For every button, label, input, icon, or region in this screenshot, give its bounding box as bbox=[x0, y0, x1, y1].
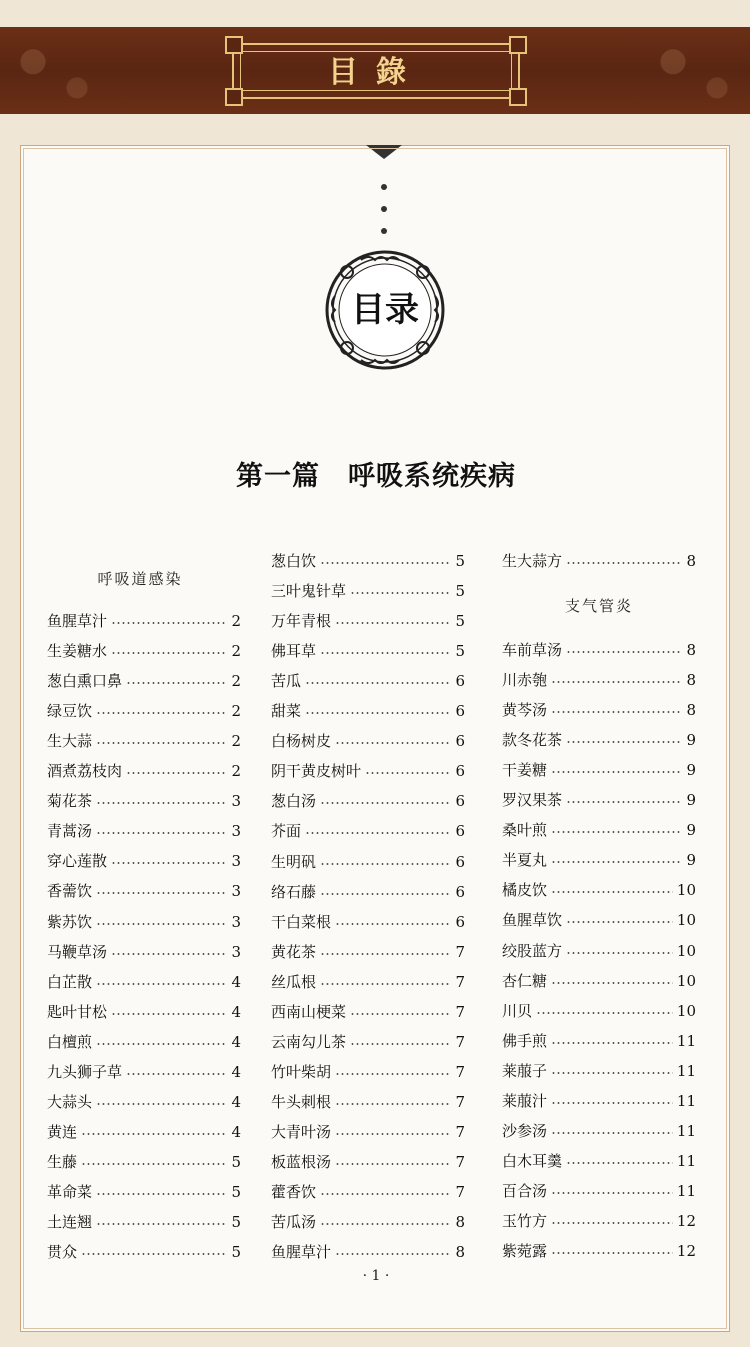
toc-entry-title: 杏仁糖 bbox=[502, 971, 548, 990]
toc-entry bbox=[502, 1150, 696, 1172]
toc-entry bbox=[502, 1180, 696, 1202]
dot-leader bbox=[566, 921, 673, 923]
toc-entry-page: 6 bbox=[455, 702, 465, 721]
toc-entry-page: 4 bbox=[231, 1032, 241, 1051]
toc-entry bbox=[502, 819, 696, 841]
toc-entry-page: 10 bbox=[676, 971, 696, 990]
toc-entry bbox=[47, 1031, 241, 1053]
toc-entry-title: 革命菜 bbox=[47, 1182, 93, 1201]
toc-entry-title: 绿豆饮 bbox=[47, 702, 93, 721]
dot-leader bbox=[551, 861, 680, 863]
toc-entry-page: 10 bbox=[676, 941, 696, 960]
toc-entry-title: 白杨树皮 bbox=[271, 732, 332, 751]
dot-leader bbox=[111, 652, 225, 654]
toc-entry-title: 罗汉果茶 bbox=[502, 791, 563, 810]
seal-title: 目录 bbox=[351, 290, 419, 330]
toc-entry-page: 6 bbox=[455, 882, 465, 901]
dot-leader bbox=[111, 622, 225, 624]
toc-entry-title: 九头狮子草 bbox=[47, 1062, 123, 1081]
toc-entry-page: 6 bbox=[455, 912, 465, 931]
toc-entry bbox=[47, 1091, 241, 1113]
toc-entry-title: 车前草汤 bbox=[502, 641, 563, 659]
toc-entry-title: 生大蒜方 bbox=[502, 552, 563, 570]
toc-entry-title: 葱白汤 bbox=[271, 792, 317, 811]
toc-entry bbox=[271, 1091, 465, 1113]
toc-entry-title: 鱼腥草汁 bbox=[47, 612, 108, 630]
toc-entry-title: 匙叶甘松 bbox=[47, 1002, 108, 1021]
toc-entry-page: 5 bbox=[455, 612, 465, 631]
dot-leader bbox=[320, 562, 449, 564]
toc-entry bbox=[47, 640, 241, 662]
toc-entry-title: 甜菜 bbox=[271, 702, 302, 721]
dot-leader bbox=[96, 712, 225, 714]
toc-entry-title: 香薷饮 bbox=[47, 882, 93, 901]
dot-leader bbox=[350, 1013, 449, 1015]
toc-entry bbox=[271, 1181, 465, 1203]
dot-leader bbox=[551, 891, 673, 893]
toc-entry-title: 络石藤 bbox=[271, 882, 317, 901]
banner-title: 目錄 bbox=[328, 55, 424, 90]
toc-entry bbox=[271, 1211, 465, 1233]
dot-leader bbox=[111, 862, 225, 864]
dot-leader bbox=[81, 1253, 225, 1255]
toc-entry-title: 生明矾 bbox=[271, 852, 317, 871]
dot-leader bbox=[320, 893, 449, 895]
dot-leader bbox=[551, 681, 680, 683]
toc-entry bbox=[47, 941, 241, 963]
toc-entry-title: 百合汤 bbox=[502, 1181, 548, 1200]
toc-entry bbox=[47, 760, 241, 782]
toc-entry-page: 7 bbox=[455, 942, 465, 961]
header-banner bbox=[0, 27, 750, 114]
toc-entry-title: 酒煮荔枝肉 bbox=[47, 762, 123, 781]
toc-entry bbox=[271, 610, 465, 632]
dot-leader bbox=[305, 832, 449, 834]
toc-entry-title: 干白菜根 bbox=[271, 912, 332, 931]
dot-icon bbox=[381, 228, 387, 234]
toc-entry bbox=[47, 820, 241, 842]
toc-entry-title: 大青叶汤 bbox=[271, 1122, 332, 1141]
toc-entry-page: 9 bbox=[686, 731, 696, 750]
toc-entry-page: 2 bbox=[231, 672, 241, 691]
toc-entry-title: 葱白饮 bbox=[271, 552, 317, 570]
toc-entry-page: 2 bbox=[231, 702, 241, 721]
toc-entry bbox=[271, 580, 465, 602]
toc-entry bbox=[47, 880, 241, 902]
toc-entry-page: 11 bbox=[676, 1031, 696, 1050]
toc-entry-title: 白木耳羹 bbox=[502, 1151, 563, 1170]
toc-entry-title: 牛头刺根 bbox=[271, 1092, 332, 1111]
dot-leader bbox=[320, 1223, 449, 1225]
toc-entry bbox=[502, 849, 696, 871]
dot-leader bbox=[551, 831, 680, 833]
dot-leader bbox=[96, 1223, 225, 1225]
toc-entry bbox=[502, 669, 696, 691]
toc-entry bbox=[502, 699, 696, 721]
toc-entry-page: 3 bbox=[231, 852, 241, 871]
toc-entry bbox=[502, 909, 696, 931]
toc-entry-page: 8 bbox=[686, 552, 696, 570]
toc-entry bbox=[502, 1240, 696, 1262]
toc-entry bbox=[502, 940, 696, 962]
toc-entry bbox=[271, 1001, 465, 1023]
dot-leader bbox=[566, 952, 673, 954]
toc-entry bbox=[271, 790, 465, 812]
toc-entry-title: 紫苏饮 bbox=[47, 912, 93, 931]
dot-leader bbox=[96, 983, 225, 985]
dot-leader bbox=[305, 682, 449, 684]
toc-entry-title: 黄花茶 bbox=[271, 942, 317, 961]
toc-entry-title: 黄连 bbox=[47, 1122, 78, 1141]
toc-entry-title: 芥面 bbox=[271, 822, 302, 841]
toc-entry bbox=[271, 550, 465, 572]
toc-entry-page: 4 bbox=[231, 1002, 241, 1021]
toc-entry-title: 板蓝根汤 bbox=[271, 1153, 332, 1171]
toc-entry-page: 9 bbox=[686, 821, 696, 840]
toc-entry bbox=[271, 700, 465, 722]
dot-leader bbox=[96, 832, 225, 834]
toc-entry-page: 11 bbox=[676, 1121, 696, 1140]
dot-leader bbox=[111, 953, 225, 955]
toc-entry-title: 菊花茶 bbox=[47, 792, 93, 811]
toc-entry bbox=[47, 1001, 241, 1023]
book-page bbox=[20, 145, 730, 1332]
toc-entry-page: 7 bbox=[455, 1153, 465, 1171]
dot-leader bbox=[96, 892, 225, 894]
toc-entry-page: 2 bbox=[231, 642, 241, 661]
toc-entry-page: 5 bbox=[231, 1152, 241, 1171]
dot-leader bbox=[365, 772, 449, 774]
toc-entry bbox=[47, 610, 241, 632]
toc-entry-page: 7 bbox=[455, 1062, 465, 1081]
dot-leader bbox=[96, 1193, 225, 1195]
dot-leader bbox=[335, 1253, 449, 1255]
toc-entry-title: 白檀煎 bbox=[47, 1032, 93, 1051]
toc-entry bbox=[271, 1241, 465, 1263]
dot-leader bbox=[536, 1012, 673, 1014]
dot-leader bbox=[320, 1193, 449, 1195]
dot-leader bbox=[551, 1192, 673, 1194]
toc-entry-title: 阴干黄皮树叶 bbox=[271, 762, 362, 781]
toc-entry-title: 藿香饮 bbox=[271, 1183, 317, 1202]
toc-entry bbox=[47, 670, 241, 692]
toc-entry-page: 2 bbox=[231, 762, 241, 781]
toc-entry-page: 10 bbox=[676, 911, 696, 930]
toc-entry-page: 2 bbox=[231, 612, 241, 630]
toc-entry-title: 马鞭草汤 bbox=[47, 942, 108, 961]
dot-leader bbox=[96, 923, 225, 925]
toc-entry-page: 12 bbox=[676, 1242, 696, 1260]
toc-entry-page: 10 bbox=[676, 1001, 696, 1020]
toc-entry bbox=[271, 760, 465, 782]
toc-entry-title: 竹叶柴胡 bbox=[271, 1062, 332, 1081]
toc-entry-page: 5 bbox=[231, 1243, 241, 1262]
dot-leader bbox=[551, 711, 680, 713]
toc-entry bbox=[502, 970, 696, 992]
dot-leader bbox=[305, 712, 449, 714]
toc-entry-page: 7 bbox=[455, 1092, 465, 1111]
dot-leader bbox=[96, 802, 225, 804]
toc-entry bbox=[271, 971, 465, 993]
toc-entry bbox=[47, 971, 241, 993]
toc-entry-title: 三叶鬼针草 bbox=[271, 582, 347, 601]
toc-entry-page: 5 bbox=[455, 642, 465, 661]
toc-entry-title: 穿心莲散 bbox=[47, 852, 108, 871]
toc-entry-page: 6 bbox=[455, 822, 465, 841]
toc-entry bbox=[502, 1210, 696, 1232]
toc-entry bbox=[271, 941, 465, 963]
dot-leader bbox=[81, 1133, 225, 1135]
dot-leader bbox=[320, 953, 449, 955]
dot-leader bbox=[350, 1043, 449, 1045]
dot-leader bbox=[551, 1222, 673, 1224]
section-heading: 呼吸道感染 bbox=[97, 570, 183, 588]
dot-leader bbox=[320, 652, 449, 654]
toc-entry-page: 8 bbox=[686, 701, 696, 720]
toc-entry-page: 8 bbox=[455, 1213, 465, 1232]
toc-entry-page: 6 bbox=[455, 762, 465, 781]
section-heading: 支气管炎 bbox=[564, 597, 633, 615]
toc-entry-page: 5 bbox=[231, 1182, 241, 1201]
dot-leader bbox=[96, 1103, 225, 1105]
toc-entry-page: 9 bbox=[686, 851, 696, 870]
toc-entry bbox=[47, 730, 241, 752]
dot-leader bbox=[126, 682, 225, 684]
toc-entry-page: 7 bbox=[455, 1002, 465, 1021]
toc-entry bbox=[502, 639, 696, 661]
toc-entry-title: 莱菔子 bbox=[502, 1061, 548, 1080]
toc-entry-title: 绞股蓝方 bbox=[502, 941, 563, 960]
toc-entry bbox=[47, 1151, 241, 1173]
dot-leader bbox=[350, 592, 449, 594]
toc-entry bbox=[271, 1031, 465, 1053]
toc-entry-page: 3 bbox=[231, 792, 241, 811]
toc-entry-title: 贯众 bbox=[47, 1243, 78, 1262]
toc-entry bbox=[502, 1060, 696, 1082]
toc-entry-title: 桑叶煎 bbox=[502, 821, 548, 840]
triangle-notch-icon bbox=[366, 145, 402, 159]
toc-entry-page: 7 bbox=[455, 1032, 465, 1051]
toc-entry-page: 5 bbox=[231, 1213, 241, 1231]
toc-entry-page: 4 bbox=[231, 1122, 241, 1141]
toc-entry-page: 11 bbox=[676, 1061, 696, 1080]
banner-title-frame bbox=[232, 43, 520, 99]
toc-entry bbox=[502, 1030, 696, 1052]
dot-leader bbox=[335, 1103, 449, 1105]
toc-entry-page: 5 bbox=[455, 552, 465, 570]
toc-entry-title: 紫菀露 bbox=[502, 1242, 548, 1260]
toc-entry-page: 11 bbox=[676, 1091, 696, 1110]
toc-entry-title: 土连翘 bbox=[47, 1213, 93, 1231]
toc-entry bbox=[502, 1090, 696, 1112]
toc-entry-title: 鱼腥草汁 bbox=[271, 1243, 332, 1262]
toc-entry bbox=[502, 759, 696, 781]
toc-entry-title: 葱白熏口鼻 bbox=[47, 672, 123, 691]
toc-entry bbox=[502, 550, 696, 572]
toc-entry-title: 西南山梗菜 bbox=[271, 1002, 347, 1021]
part-heading: 第一篇 呼吸系统疾病 bbox=[236, 461, 516, 492]
dot-leader bbox=[320, 802, 449, 804]
toc-entry bbox=[47, 1241, 241, 1263]
toc-entry-page: 2 bbox=[231, 732, 241, 751]
toc-entry-page: 3 bbox=[231, 912, 241, 931]
dot-leader bbox=[335, 622, 449, 624]
toc-entry-title: 云南勾儿茶 bbox=[271, 1032, 347, 1051]
toc-entry-page: 9 bbox=[686, 761, 696, 780]
dot-icon bbox=[381, 184, 387, 190]
toc-entry-page: 4 bbox=[231, 1062, 241, 1081]
toc-entry bbox=[502, 1120, 696, 1142]
toc-entry bbox=[271, 1061, 465, 1083]
toc-entry-title: 佛耳草 bbox=[271, 642, 317, 661]
toc-entry bbox=[47, 911, 241, 933]
toc-entry-title: 干姜糖 bbox=[502, 761, 548, 780]
dot-leader bbox=[335, 1163, 449, 1165]
toc-entry-title: 白芷散 bbox=[47, 972, 93, 991]
toc-entry-title: 苦瓜汤 bbox=[271, 1213, 317, 1232]
dot-leader bbox=[335, 742, 449, 744]
toc-entry-page: 7 bbox=[455, 1122, 465, 1141]
dot-leader bbox=[335, 1133, 449, 1135]
toc-entry bbox=[271, 640, 465, 662]
dot-leader bbox=[566, 651, 680, 653]
toc-entry bbox=[47, 1061, 241, 1083]
dot-leader bbox=[551, 982, 673, 984]
toc-seal bbox=[321, 246, 449, 374]
toc-entry-title: 生藤 bbox=[47, 1152, 78, 1171]
toc-entry-title: 玉竹方 bbox=[502, 1211, 548, 1230]
toc-entry bbox=[271, 1121, 465, 1143]
toc-entry-title: 佛手煎 bbox=[502, 1031, 548, 1050]
toc-entry-page: 10 bbox=[676, 881, 696, 900]
dot-leader bbox=[320, 983, 449, 985]
toc-entry-title: 莱菔汁 bbox=[502, 1091, 548, 1110]
cloud-pattern-left bbox=[0, 27, 110, 114]
toc-entry-page: 8 bbox=[686, 671, 696, 690]
toc-entry bbox=[271, 881, 465, 903]
toc-entry-title: 苦瓜 bbox=[271, 672, 302, 691]
dot-leader bbox=[551, 1252, 673, 1254]
dot-leader bbox=[126, 1073, 225, 1075]
toc-entry bbox=[47, 1181, 241, 1203]
toc-entry-page: 6 bbox=[455, 792, 465, 811]
dot-leader bbox=[96, 1043, 225, 1045]
toc-entry-page: 8 bbox=[686, 641, 696, 659]
toc-entry-page: 6 bbox=[455, 852, 465, 871]
toc-entry bbox=[271, 1151, 465, 1173]
toc-entry bbox=[502, 729, 696, 751]
toc-entry-page: 7 bbox=[455, 1183, 465, 1202]
dot-leader bbox=[96, 742, 225, 744]
toc-entry-page: 8 bbox=[455, 1243, 465, 1262]
page-number: · 1 · bbox=[362, 1268, 390, 1284]
toc-entry-title: 青蒿汤 bbox=[47, 822, 93, 841]
dot-leader bbox=[335, 923, 449, 925]
toc-entry-page: 7 bbox=[455, 972, 465, 991]
toc-entry-title: 沙参汤 bbox=[502, 1121, 548, 1140]
dot-leader bbox=[566, 562, 680, 564]
toc-entry bbox=[271, 730, 465, 752]
toc-entry-title: 半夏丸 bbox=[502, 851, 548, 870]
dot-icon bbox=[381, 206, 387, 212]
toc-entry bbox=[47, 850, 241, 872]
toc-entry-page: 6 bbox=[455, 672, 465, 691]
toc-entry bbox=[47, 790, 241, 812]
cloud-pattern-right bbox=[640, 27, 750, 114]
dot-leader bbox=[551, 1042, 673, 1044]
toc-entry bbox=[502, 1000, 696, 1022]
dot-leader bbox=[320, 863, 449, 865]
toc-entry-page: 3 bbox=[231, 882, 241, 901]
toc-entry-page: 5 bbox=[455, 582, 465, 601]
toc-entry bbox=[271, 670, 465, 692]
toc-entry bbox=[502, 879, 696, 901]
dot-leader bbox=[551, 1072, 673, 1074]
toc-entry-page: 11 bbox=[676, 1181, 696, 1200]
toc-entry-page: 9 bbox=[686, 791, 696, 810]
dot-leader bbox=[551, 771, 680, 773]
toc-entry-page: 4 bbox=[231, 972, 241, 991]
toc-entry-page: 4 bbox=[231, 1092, 241, 1111]
toc-entry-title: 款冬花茶 bbox=[502, 731, 563, 750]
toc-entry-title: 万年青根 bbox=[271, 612, 332, 631]
toc-entry-page: 3 bbox=[231, 942, 241, 961]
dot-leader bbox=[551, 1132, 673, 1134]
toc-entry bbox=[271, 851, 465, 873]
toc-entry-title: 大蒜头 bbox=[47, 1092, 93, 1111]
toc-entry-title: 川贝 bbox=[502, 1001, 533, 1020]
toc-entry-page: 12 bbox=[676, 1211, 696, 1230]
toc-entry-page: 11 bbox=[676, 1151, 696, 1170]
dot-leader bbox=[566, 741, 680, 743]
dot-leader bbox=[566, 801, 680, 803]
dot-leader bbox=[111, 1013, 225, 1015]
toc-entry-title: 川赤匏 bbox=[502, 671, 548, 690]
dot-leader bbox=[566, 1162, 673, 1164]
toc-entry-title: 生姜糖水 bbox=[47, 642, 108, 661]
toc-entry-title: 黄芩汤 bbox=[502, 701, 548, 720]
toc-entry bbox=[47, 700, 241, 722]
toc-entry bbox=[47, 1211, 241, 1233]
dot-leader bbox=[335, 1073, 449, 1075]
toc-entry-title: 丝瓜根 bbox=[271, 972, 317, 991]
toc-entry-title: 鱼腥草饮 bbox=[502, 911, 563, 930]
toc-entry bbox=[271, 911, 465, 933]
toc-entry-page: 3 bbox=[231, 822, 241, 841]
dot-leader bbox=[81, 1163, 225, 1165]
dot-leader bbox=[126, 772, 225, 774]
toc-entry-title: 生大蒜 bbox=[47, 732, 93, 751]
toc-entry bbox=[271, 820, 465, 842]
dot-leader bbox=[551, 1102, 673, 1104]
toc-entry bbox=[502, 789, 696, 811]
toc-entry-title: 橘皮饮 bbox=[502, 881, 548, 900]
toc-entry-page: 6 bbox=[455, 732, 465, 751]
toc-entry bbox=[47, 1121, 241, 1143]
